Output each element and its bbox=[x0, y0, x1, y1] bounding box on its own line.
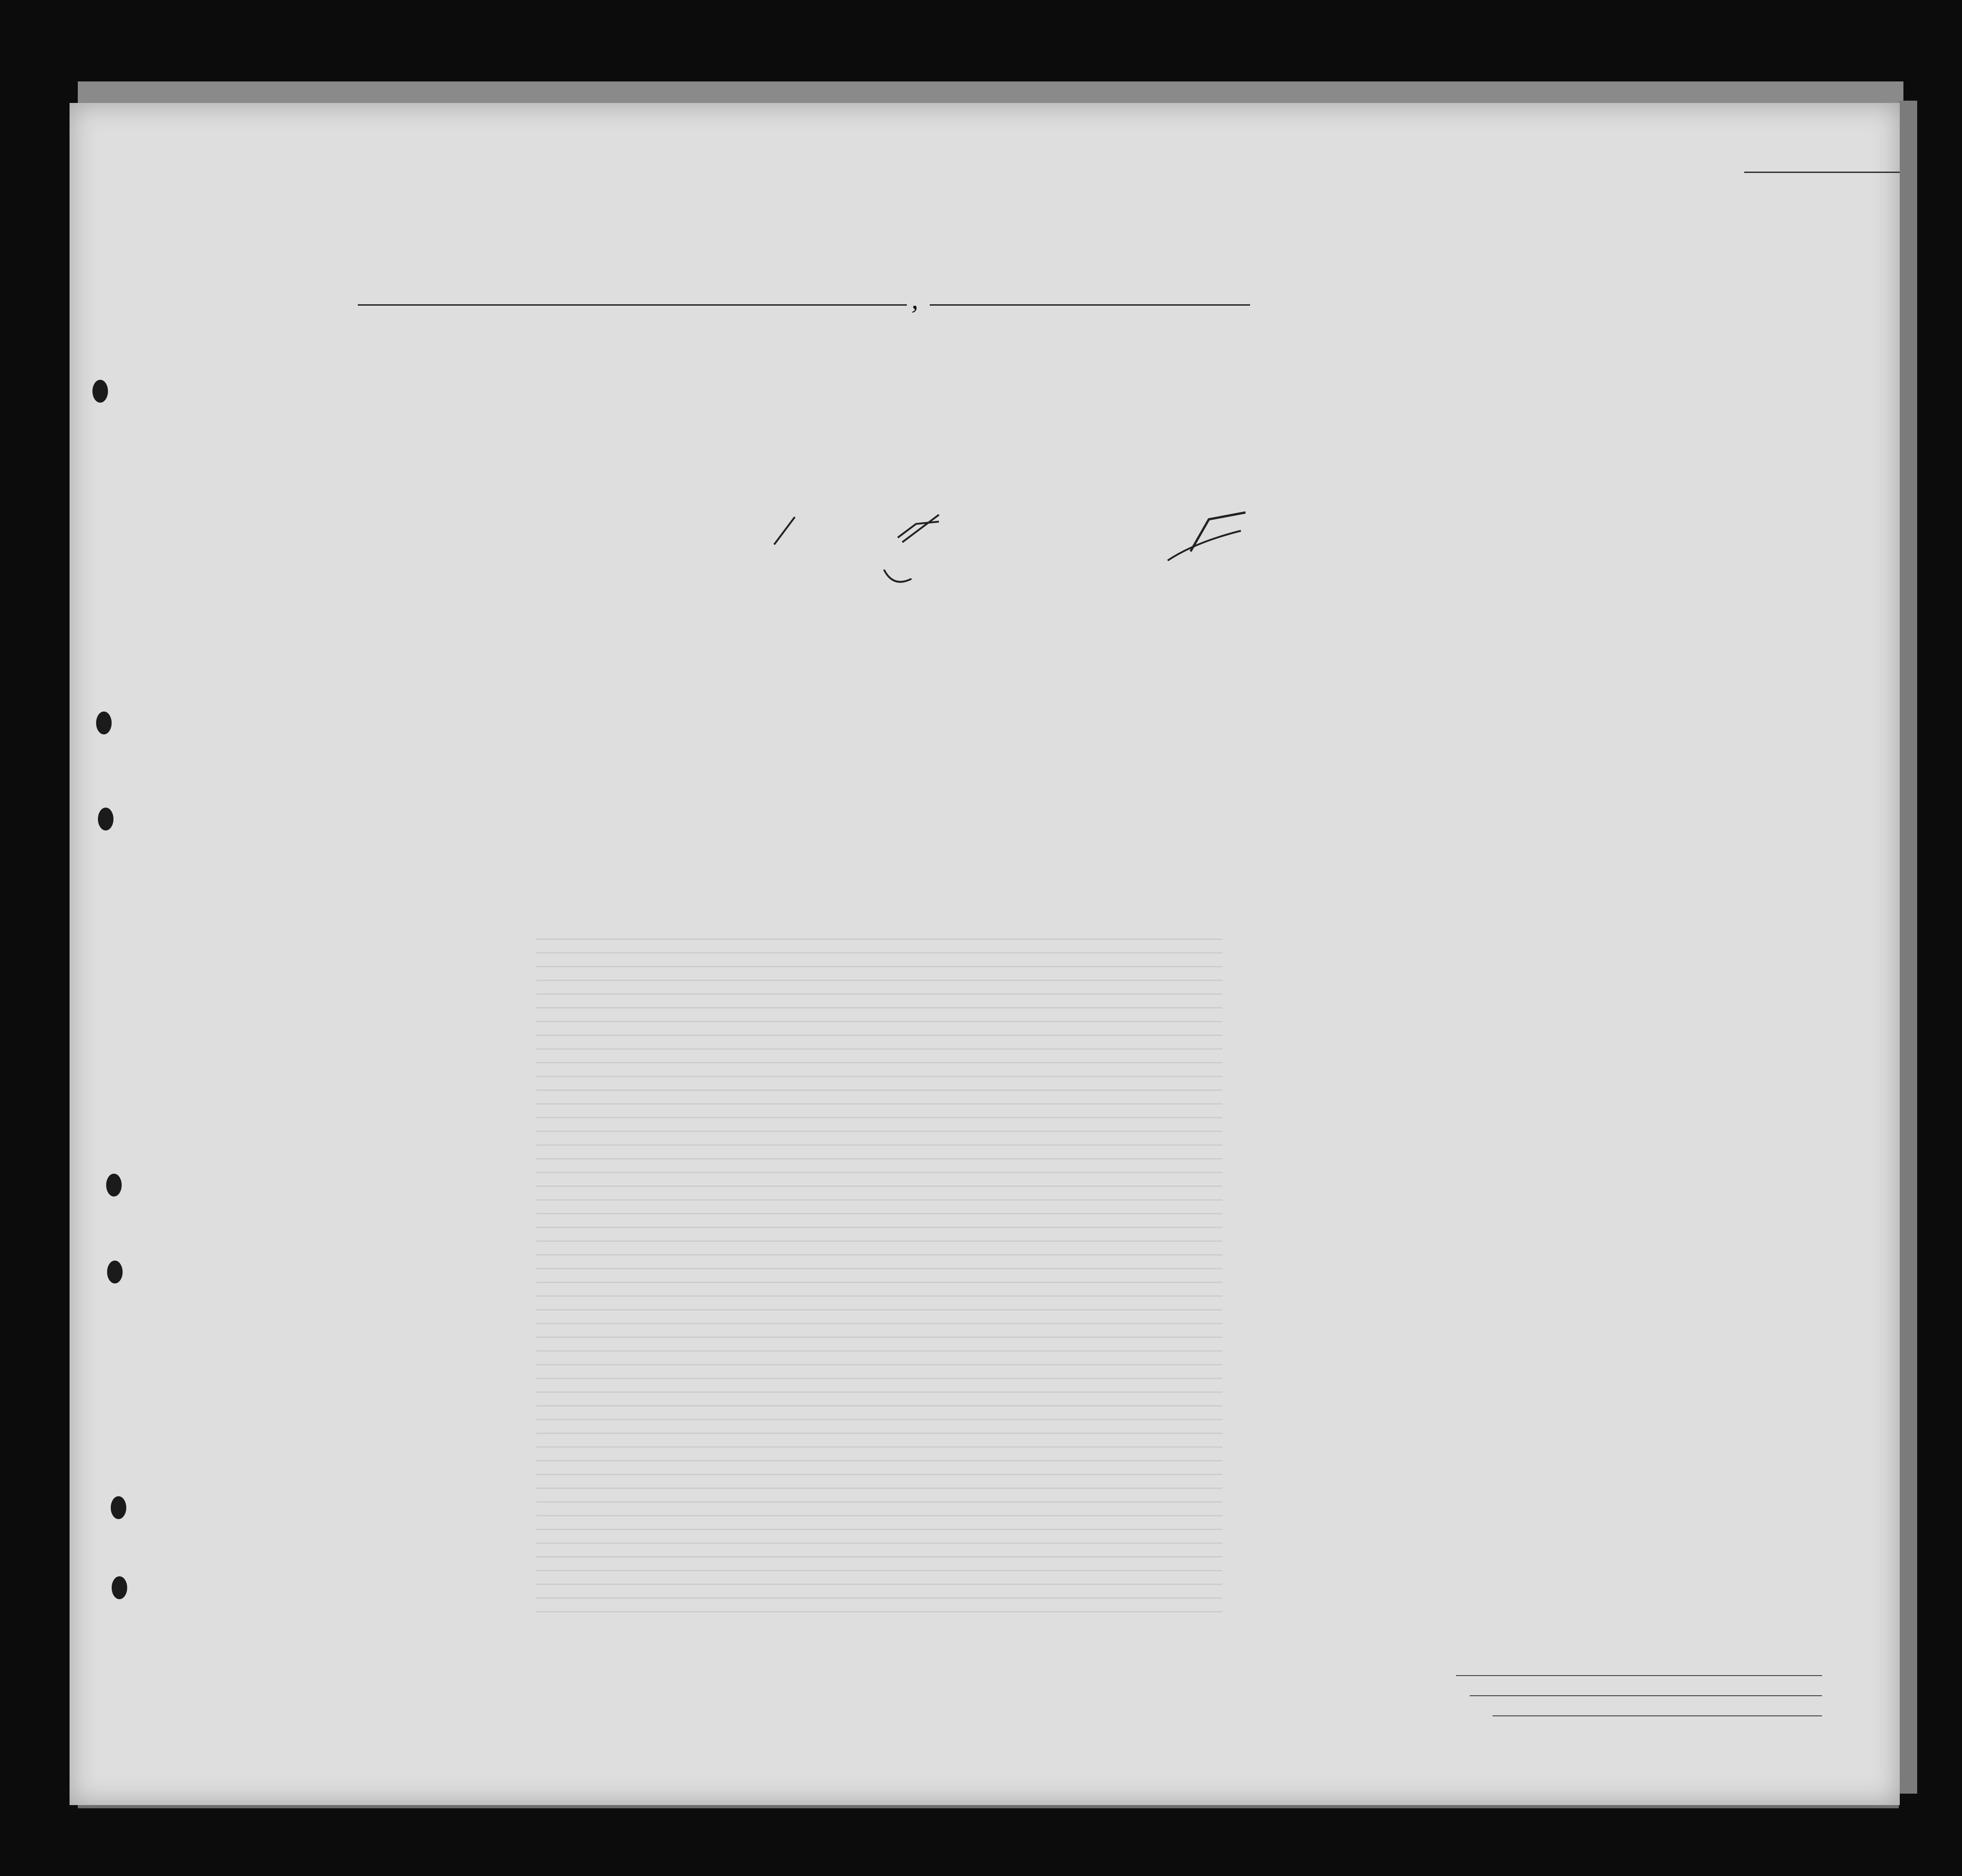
comma: , bbox=[911, 284, 918, 314]
handwritten-checkmarks bbox=[70, 103, 1900, 652]
owners-field bbox=[1470, 1695, 1822, 1696]
manifest-sheet bbox=[70, 103, 1900, 1805]
agents-field bbox=[1493, 1715, 1822, 1716]
bleed-through bbox=[536, 931, 1223, 1617]
page-stack-edge bbox=[1899, 101, 1917, 1794]
page-stack-edge bbox=[78, 81, 1903, 104]
line-field bbox=[1456, 1675, 1822, 1676]
